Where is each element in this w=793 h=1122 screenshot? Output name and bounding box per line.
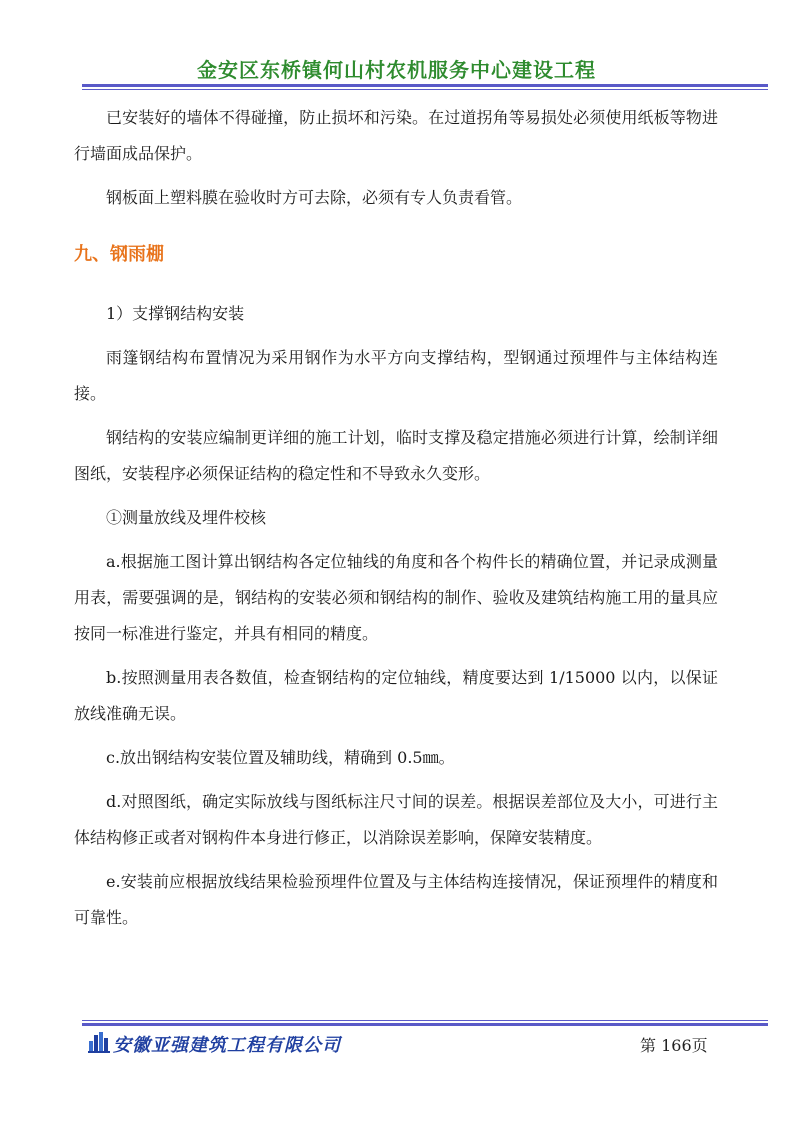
list-item: c.放出钢结构安装位置及辅助线，精确到 0.5㎜。: [106, 748, 455, 767]
footer-rule-thin: [82, 1020, 768, 1021]
header-rule-thick: [82, 84, 768, 87]
list-item: b.按照测量用表各数值，检查钢结构的定位轴线，精度要达到 1/15000 以内，以保证放线准确无误。: [74, 668, 718, 723]
subsection-title: 1）支撑钢结构安装: [106, 304, 245, 323]
document-body: [74, 100, 718, 944]
document-header-title: 金安区东桥镇何山村农机服务中心建设工程: [197, 58, 596, 82]
paragraph: 已安装好的墙体不得碰撞，防止损坏和污染。在过道拐角等易损处必须使用纸板等物进行墙面成品保护。: [74, 108, 718, 163]
footer-company-name: 安徽亚强建筑工程有限公司: [113, 1035, 341, 1056]
footer-rule-thick: [82, 1023, 768, 1026]
list-item: a.根据施工图计算出钢结构各定位轴线的角度和各个构件长的精确位置，并记录成测量用表，需要强调的是，钢结构的安装必须和钢结构的制作、验收及建筑结构施工用的量具应按同一标准进行鉴定，并具有相同的精度。: [74, 552, 718, 643]
page-number: 第 166页: [640, 1036, 708, 1055]
header-rule-thin: [82, 89, 768, 90]
paragraph: 钢板面上塑料膜在验收时方可去除，必须有专人负责看管。: [106, 188, 523, 207]
paragraph: 雨篷钢结构布置情况为采用钢作为水平方向支撑结构，型钢通过预埋件与主体结构连接。: [74, 348, 718, 403]
paragraph: 钢结构的安装应编制更详细的施工计划，临时支撑及稳定措施必须进行计算，绘制详细图纸，安装程序必须保证结构的稳定性和不导致永久变形。: [74, 428, 718, 483]
item-title: ①测量放线及埋件校核: [106, 508, 267, 527]
list-item: d.对照图纸，确定实际放线与图纸标注尺寸间的误差。根据误差部位及大小，可进行主体结构修正或者对钢构件本身进行修正，以消除误差影响，保障安装精度。: [74, 792, 718, 847]
list-item: e.安装前应根据放线结果检验预埋件位置及与主体结构连接情况，保证预埋件的精度和可靠性。: [74, 872, 718, 927]
building-logo-icon: [88, 1031, 110, 1053]
section-heading: 九、钢雨棚: [74, 244, 164, 265]
